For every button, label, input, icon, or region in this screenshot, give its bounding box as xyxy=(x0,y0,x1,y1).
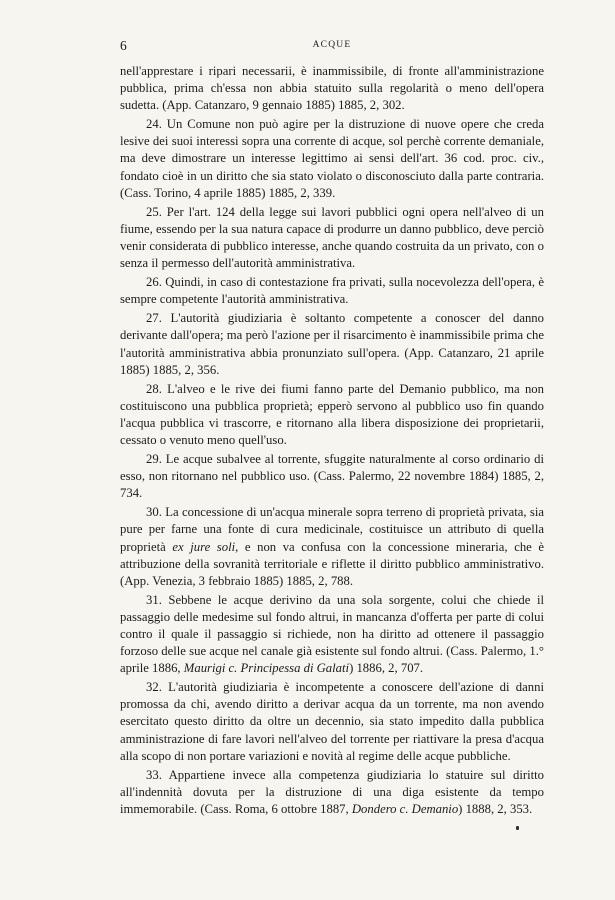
paragraph: 33. Appartiene invece alla competenza giudiziaria lo statuire sul diritto all'indennità dovuta per la distruzione di una diga esistente da tempo immemorabile. (Cass. Roma, 6 ottobre 1887, Dondero c. Demanio) 1888, 2, 353. xyxy=(120,767,544,816)
italic-citation: ex jure soli xyxy=(172,539,236,554)
running-head: ACQUE xyxy=(312,40,352,50)
italic-citation: Maurigi c. Principessa di Galati xyxy=(183,661,350,676)
paragraph: 28. L'alveo e le rive dei fiumi fanno parte del Demanio pubblico, ma non costituiscono una pubblica proprietà; epperò servono al pubblico uso fin quando l'acqua pubblica vi trascorre, e ritornano alla libera disposizione dei proprietarii, cessato o venuto meno quell'uso. xyxy=(120,381,544,447)
paragraph: nell'apprestare i ripari necessarii, è inammissibile, di fronte all'amministrazione pubblica, prima ch'essa non abbia statuito sulla regolarità o meno dell'opera sudetta. (App. Catanzaro, 9 gennaio 1885) 1885, 2, 302. xyxy=(120,64,544,113)
paragraph: 32. L'autorità giudiziaria è incompetente a conoscere dell'azione di danni promossa da chi, avendo diritto a derivar acqua da un torrente, ma non avendo esercitato questo diritto da oltre un decennio, sia stato impedito dalla pubblica amministrazione di fare lavori nell'alveo del torrente per riattivare la presa d'acqua alla scopo di non portare variazioni e novità al regime delle acque pubbliche. xyxy=(120,680,544,763)
page-header xyxy=(120,38,544,56)
body-text xyxy=(120,63,544,820)
paragraph: 26. Quindi, in caso di contestazione fra privati, sulla nocevolezza dell'opera, è sempre competente l'autorità amministrativa. xyxy=(120,275,544,307)
paragraph: 27. L'autorità giudiziaria è soltanto competente a conoscer del danno derivante dall'opera; ma però l'azione per il risarcimento è inammissibile prima che l'autorità amministrativa abbia pronunziato sull'opera. (App. Catanzaro, 21 aprile 1885) 1885, 2, 356. xyxy=(120,311,544,377)
paragraph: 30. La concessione di un'acqua minerale sopra terreno di proprietà privata, sia pure per farne una fonte di cura medicinale, costituisce un attributo di quella proprietà ex jure soli, e non va confusa con la concessione mineraria, che è attribuzione della sovranità territoriale e riflette il diritto pubblico amministrativo. (App. Venezia, 3 febbraio 1885) 1885, 2, 788. xyxy=(120,505,545,588)
ink-speck xyxy=(516,826,519,830)
paragraph: 31. Sebbene le acque derivino da una sola sorgente, colui che chiede il passaggio delle medesime sul fondo altrui, in mancanza d'offerta per parte di colui contro il quale il passaggio si richiede, non ha diritto ad ottenere il passaggio forzoso delle sue acque nel canale già esistente sul fondo altrui. (Cass. Palermo, 1.° aprile 1886, Maurigi c. Principessa di Galati) 1886, 2, 707. xyxy=(120,592,544,676)
paragraph: 25. Per l'art. 124 della legge sui lavori pubblici ogni opera nell'alveo di un fiume, essendo per la sua natura capace di produrre un danno pubblico, deve perciò venir considerata di pubblico interesse, anche quando costruita da un privato, con o senza il permesso dell'autorità amministrativa. xyxy=(120,204,544,271)
paragraph: 24. Un Comune non può agire per la distruzione di nuove opere che creda lesive dei suoi interessi sopra una corrente di acque, sol perchè corrente demaniale, ma deve dimostrare un interesse legittimo ai sensi dell'art. 36 cod. proc. civ., fondato cioè in un diritto che sia stato violato o disconosciuto dalla parte contraria. (Cass. Torino, 4 aprile 1885) 1885, 2, 339. xyxy=(120,117,544,200)
page-number: 6 xyxy=(120,38,127,53)
paragraph: 29. Le acque subalvee al torrente, sfuggite naturalmente al corso ordinario di esso, non ritornano nel pubblico uso. (Cass. Palermo, 22 novembre 1884) 1885, 2, 734. xyxy=(120,452,544,501)
italic-citation: Dondero c. Demanio xyxy=(351,801,459,816)
